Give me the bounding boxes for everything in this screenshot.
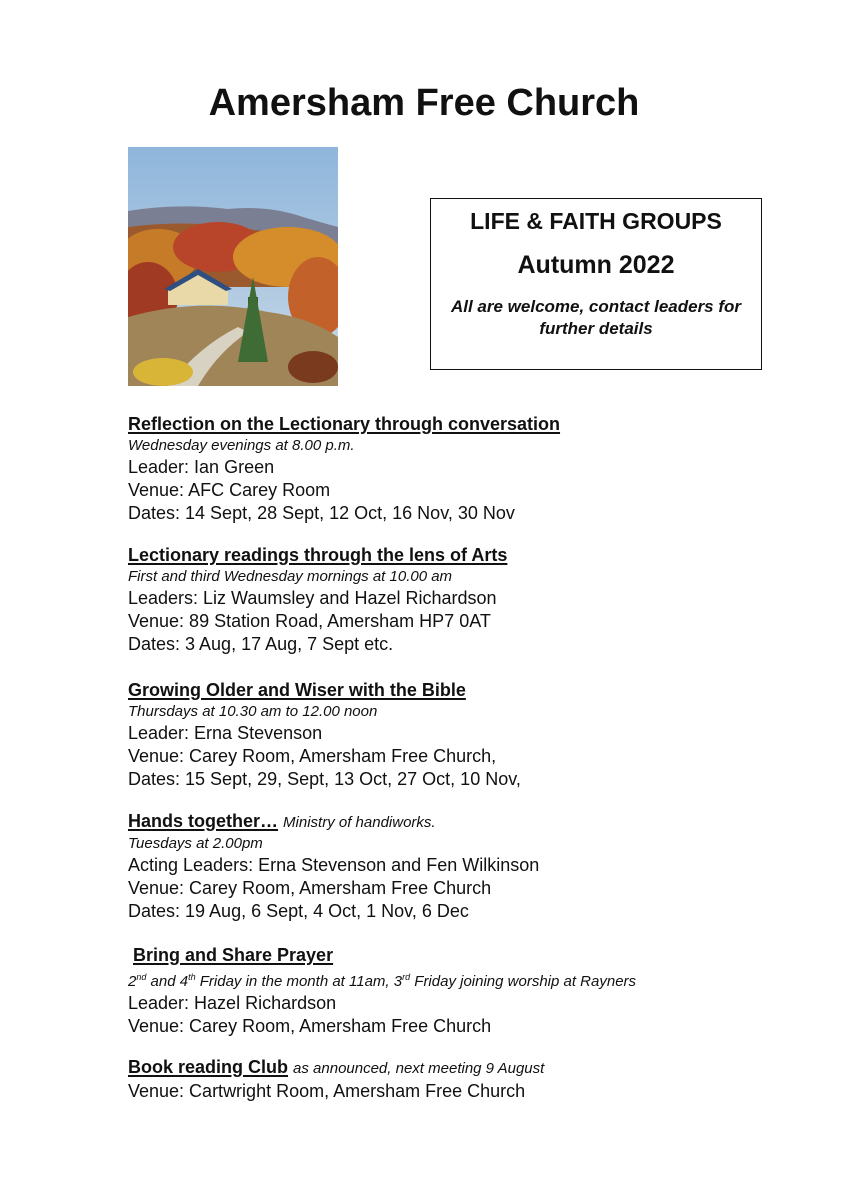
section-dates: Dates: 3 Aug, 17 Aug, 7 Sept etc. bbox=[128, 634, 394, 654]
section-inline-note: as announced, next meeting 9 August bbox=[293, 1060, 545, 1077]
section-leader: Leader: Ian Green bbox=[128, 457, 275, 477]
section-venue: Venue: 89 Station Road, Amersham HP7 0AT bbox=[128, 611, 491, 631]
group-section-bring-and-share-prayer bbox=[128, 944, 823, 1038]
groups-info-box bbox=[430, 198, 762, 370]
autumn-hillside-image bbox=[128, 147, 338, 386]
welcome-note: All are welcome, contact leaders for further details bbox=[450, 297, 742, 338]
section-dates: Dates: 14 Sept, 28 Sept, 12 Oct, 16 Nov, 30 Nov bbox=[128, 503, 515, 523]
section-leader: Leaders: Liz Waumsley and Hazel Richardson bbox=[128, 588, 497, 608]
section-heading: Growing Older and Wiser with the Bible bbox=[128, 680, 466, 700]
groups-heading: LIFE & FAITH GROUPS bbox=[470, 208, 722, 234]
chapel-landscape-photo bbox=[128, 147, 338, 386]
section-heading: Lectionary readings through the lens of Arts bbox=[128, 545, 508, 565]
section-schedule: Tuesdays at 2.00pm bbox=[128, 835, 263, 852]
section-schedule: First and third Wednesday mornings at 10.00 am bbox=[128, 568, 453, 585]
section-dates: Dates: 15 Sept, 29, Sept, 13 Oct, 27 Oct, 10 Nov, bbox=[128, 769, 521, 789]
section-dates: Dates: 19 Aug, 6 Sept, 4 Oct, 1 Nov, 6 Dec bbox=[128, 901, 469, 921]
page-title: Amersham Free Church bbox=[208, 82, 640, 124]
section-leader: Leader: Hazel Richardson bbox=[128, 993, 337, 1013]
section-inline-note: Ministry of handiworks. bbox=[283, 814, 436, 831]
section-heading: Book reading Club bbox=[128, 1057, 289, 1077]
section-heading: Bring and Share Prayer bbox=[133, 945, 334, 965]
section-venue: Venue: Carey Room, Amersham Free Church, bbox=[128, 746, 497, 766]
section-venue: Venue: Cartwright Room, Amersham Free Church bbox=[128, 1081, 526, 1101]
section-leader: Acting Leaders: Erna Stevenson and Fen Wilkinson bbox=[128, 855, 540, 875]
section-schedule: Thursdays at 10.30 am to 12.00 noon bbox=[128, 703, 378, 720]
group-section-lectionary-conversation bbox=[128, 413, 818, 525]
group-section-growing-older bbox=[128, 679, 818, 791]
section-schedule: Wednesday evenings at 8.00 p.m. bbox=[128, 437, 355, 454]
section-heading: Reflection on the Lectionary through conversation bbox=[128, 414, 561, 434]
season-heading: Autumn 2022 bbox=[517, 251, 675, 279]
section-venue: Venue: Carey Room, Amersham Free Church bbox=[128, 1016, 492, 1036]
group-section-hands-together bbox=[128, 810, 818, 923]
section-venue: Venue: AFC Carey Room bbox=[128, 480, 331, 500]
section-schedule: 2nd and 4th Friday in the month at 11am, 3rd Friday joining worship at Rayners bbox=[128, 972, 637, 990]
section-leader: Leader: Erna Stevenson bbox=[128, 723, 323, 743]
group-section-book-reading-club bbox=[128, 1056, 818, 1103]
group-section-lens-of-arts bbox=[128, 544, 818, 656]
section-heading: Hands together… bbox=[128, 811, 279, 831]
section-venue: Venue: Carey Room, Amersham Free Church bbox=[128, 878, 492, 898]
